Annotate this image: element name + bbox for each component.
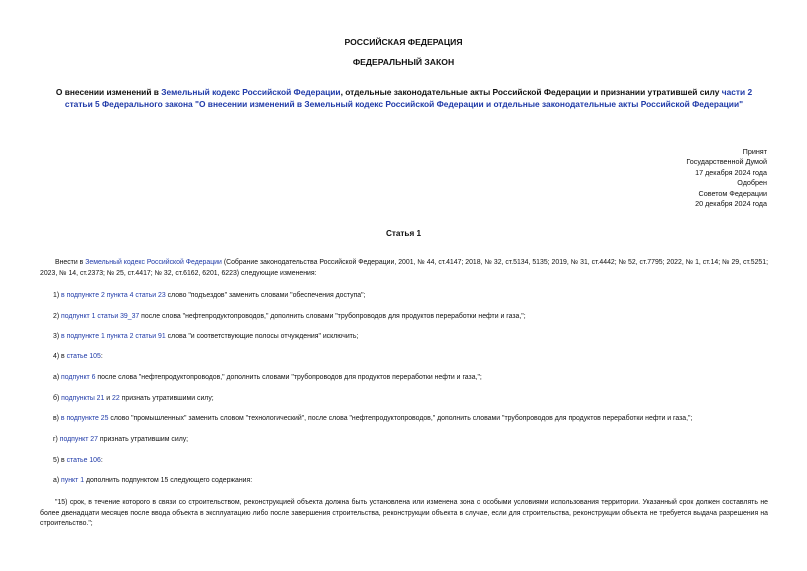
item-number: 5) в [53, 457, 67, 464]
list-item [40, 312, 781, 323]
item-text: признать утратившим силу; [97, 436, 189, 443]
item-text: : [100, 457, 103, 464]
list-item [40, 435, 781, 446]
list-item [40, 352, 781, 363]
item-text: признать утратившими силу; [119, 395, 214, 402]
item-number: 3) [53, 333, 62, 340]
item-text: : [100, 353, 103, 360]
article-heading: Статья 1 [385, 229, 422, 238]
title-text-1: О внесении изменений в [55, 87, 162, 97]
item-number: б) [53, 395, 62, 402]
item-number: а) [53, 374, 62, 381]
list-item [40, 414, 781, 425]
item-text: после слова "нефтепродуктопроводов," дополнить словами "трубопроводов для продуктов переработки нефти и газа,"; [139, 313, 526, 320]
item-link[interactable]: 22 [112, 395, 120, 402]
title-link-federal-law[interactable]: части 2 статьи 5 Федерального закона "О внесении изменений в Земельный кодекс Российской Федерации и отдельные законодательные акты Российской Федерации" [64, 87, 753, 109]
item-text: слово "подъездов" заменить словами "обеспечения доступа"; [165, 292, 366, 299]
item-number: г) [53, 436, 60, 443]
title-text-2: , отдельные законодательные акты Российской Федерации и признании утратившей силу [340, 87, 722, 97]
intro-text-1: Внести в [55, 259, 86, 266]
approved-label: Одобрен [737, 178, 767, 188]
item-link[interactable]: подпункт 27 [59, 436, 98, 443]
list-item [40, 394, 781, 405]
accepted-label: Принят [742, 147, 767, 156]
item-number: 1) [53, 292, 62, 299]
item-link[interactable]: подпункт 6 [61, 374, 96, 381]
list-item [40, 373, 781, 384]
item-number: а) [53, 477, 62, 484]
item-text: после слова "нефтепродуктопроводов," дополнить словами "трубопроводов для продуктов переработки нефти и газа,"; [95, 374, 482, 381]
item-link[interactable]: в подпункте 2 пункта 4 статьи 23 [61, 292, 166, 299]
list-item [40, 291, 781, 302]
item-text: и [104, 395, 113, 402]
list-item [40, 476, 781, 487]
country-heading: РОССИЙСКАЯ ФЕДЕРАЦИЯ [344, 37, 463, 47]
list-item [40, 332, 781, 343]
item-number: 2) [53, 313, 62, 320]
quoted-subparagraph: "15) срок, в течение которого в связи со строительством, реконструкцией объекта должна быть установлена или изменена зона с особыми условиями использования территории. Указанный срок должен составлять не более двенадцати месяцев после ввода объекта в эксплуатацию либо после завершения строительства, реконструкции объекта в случае, если для строительства, реконструкции объекта не требуется выдача разрешения на строительство."; [40, 499, 768, 527]
approved-by: Советом Федерации [698, 188, 767, 198]
item-link[interactable]: статье 105 [66, 353, 101, 360]
item-number: 4) в [53, 353, 67, 360]
acceptance-block [686, 147, 767, 209]
item-text: дополнить подпунктом 15 следующего содержания: [84, 477, 253, 484]
law-title [44, 86, 764, 110]
item-link[interactable]: подпункт 1 статьи 39_37 [61, 313, 140, 320]
item-number: в) [53, 415, 61, 422]
item-link[interactable]: в подпункте 1 пункта 2 статьи 91 [61, 333, 166, 340]
list-item [40, 456, 781, 467]
accepted-date: 17 декабря 2024 года [695, 167, 767, 177]
intro-link-land-code[interactable]: Земельный кодекс Российской Федерации [85, 259, 222, 266]
item-text: слово "промышленных" заменить словом "технологический", после слова "нефтепродуктопроводов," дополнить словами "трубопроводов для продуктов переработки нефти и газа,"; [108, 415, 693, 422]
item-text: слова "и соответствующие полосы отчуждения" исключить; [165, 333, 359, 340]
accepted-by: Государственной Думой [686, 157, 767, 167]
article-intro [40, 258, 768, 279]
approved-date: 20 декабря 2024 года [695, 199, 767, 209]
item-link[interactable]: статье 106 [66, 457, 101, 464]
intro-text-2: (Собрание законодательства Российской Федерации, 2001, № 44, ст.4147; 2018, № 32, ст.5134, 5135; 2019, № 31, ст.4442; № 52, ст.7795; 2022, № 1, ст.14; № 29, ст.5251; 2023, № 14, ст.2373; № 25, ст.4417; № 32, ст.6162, 6201, 6223) следующие изменения: [40, 259, 768, 277]
item-link[interactable]: пункт 1 [61, 477, 85, 484]
title-link-land-code[interactable]: Земельный кодекс Российской Федерации [161, 87, 341, 97]
item-link[interactable]: подпункты 21 [61, 395, 105, 402]
law-type-heading: ФЕДЕРАЛЬНЫЙ ЗАКОН [352, 57, 455, 67]
item-link[interactable]: в подпункте 25 [60, 415, 109, 422]
